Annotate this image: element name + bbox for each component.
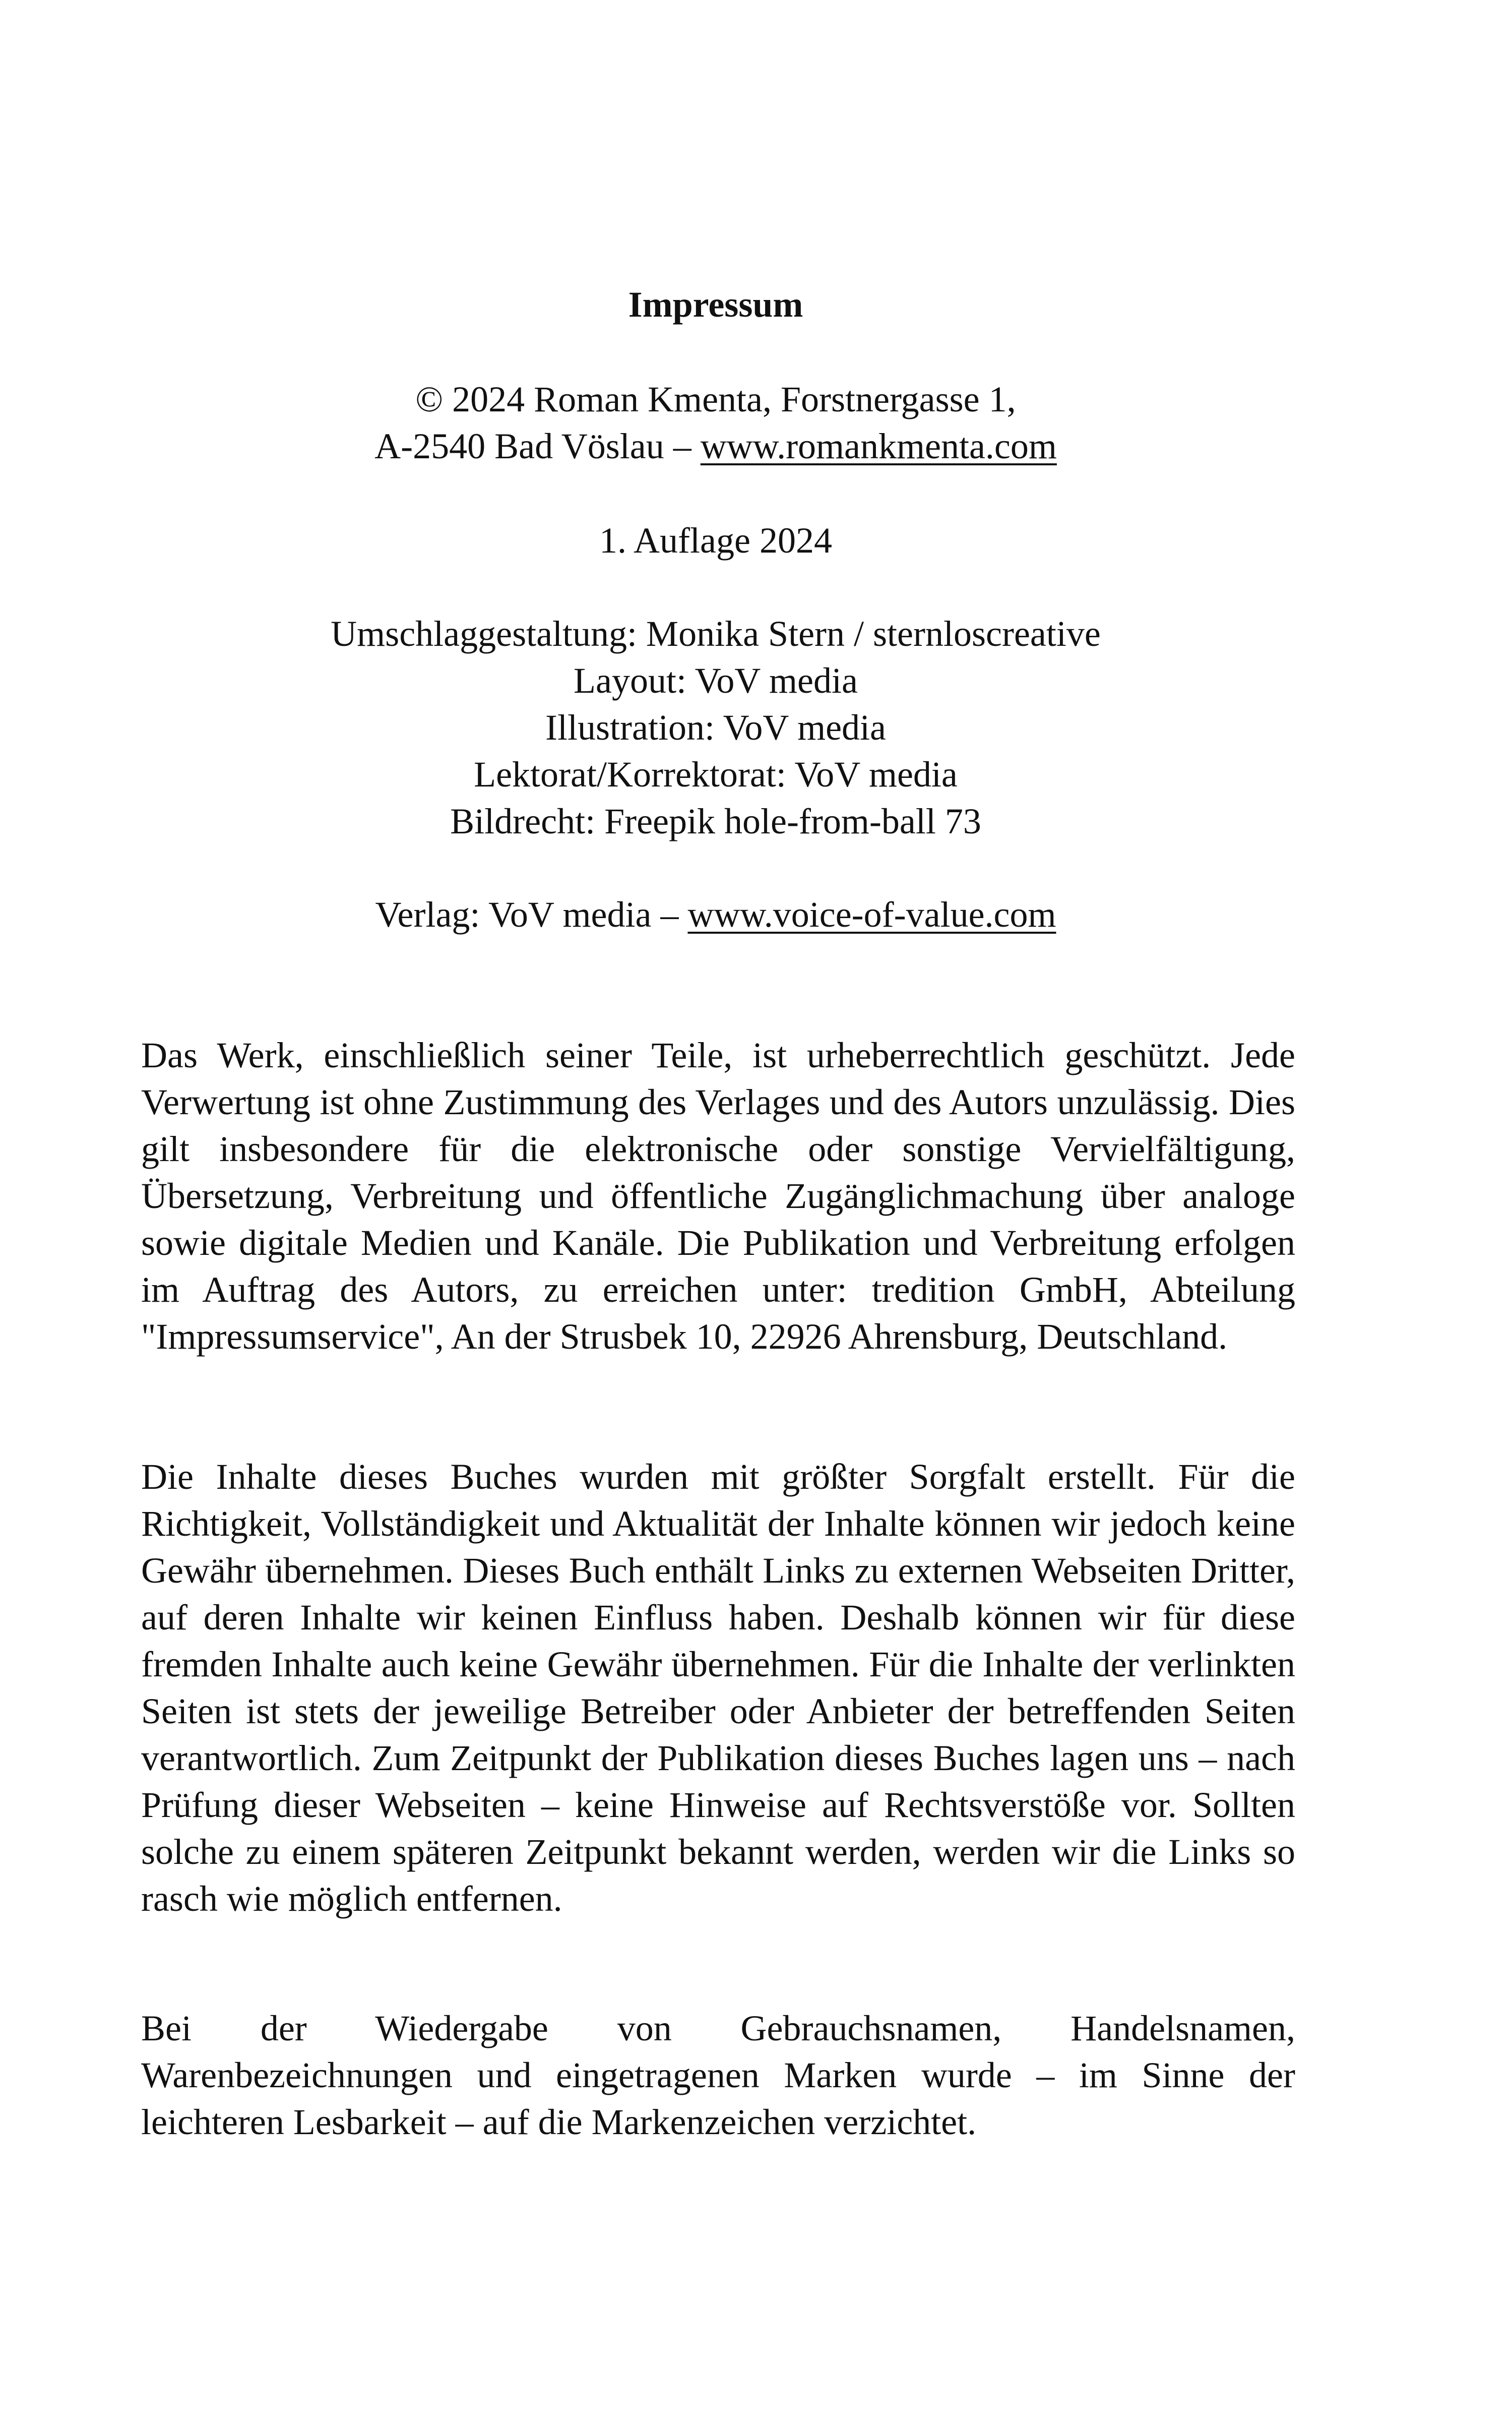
page-title: Impressum	[628, 284, 803, 325]
credit-editing: Lektorat/Korrektorat: VoV media	[474, 754, 958, 795]
trademark-notice-paragraph: Bei der Wiedergabe von Gebrauchsnamen, Handelsnamen, Warenbezeichnungen und eingetragenen Marken wurde – im Sinne der leichteren Lesbarkeit – auf die Markenzeichen verzichtet.	[141, 2008, 1295, 2142]
edition-line: 1. Auflage 2024	[599, 520, 832, 561]
publisher-website-link[interactable]: www.voice-of-value.com	[687, 894, 1056, 935]
copyright-notice-paragraph: Das Werk, einschließlich seiner Teile, ist urheberrechtlich geschützt. Jede Verwertung ist ohne Zustimmung des Verlages und des Autors unzulässig. Dies gilt insbesondere für die elektronische oder sonstige Vervielfältigung, Übersetzung, Verbreitung und öffentliche Zugänglichmachung über analoge sowie digitale Medien und Kanäle. Die Publikation und Verbreitung erfolgen im Auftrag des Autors, zu erreichen unter: tredition GmbH, Abteilung "Impressumservice", An der Strusbek 10, 22926 Ahrensburg, Deutschland.	[141, 1035, 1295, 1357]
publisher-text: Verlag: VoV media –	[375, 894, 688, 935]
address-text: A-2540 Bad Vöslau –	[374, 426, 701, 466]
credits-block	[0, 611, 1431, 845]
liability-disclaimer-paragraph: Die Inhalte dieses Buches wurden mit größter Sorgfalt erstellt. Für die Richtigkeit, Vollständigkeit und Aktualität der Inhalte können wir jedoch keine Gewähr übernehmen. Dieses Buch enthält Links zu externen Webseiten Dritter, auf deren Inhalte wir keinen Einfluss haben. Deshalb können wir für diese fremden Inhalte auch keine Gewähr übernehmen. Für die Inhalte der verlinkten Seiten ist stets der jeweilige Betreiber oder Anbieter der betreffenden Seiten verantwortlich. Zum Zeitpunkt der Publikation dieses Buches lagen uns – nach Prüfung dieser Webseiten – keine Hinweise auf Rechtsverstöße vor. Sollten solche zu einem späteren Zeitpunkt bekannt werden, werden wir die Links so rasch wie möglich entfernen.	[141, 1457, 1295, 1919]
credit-image-rights: Bildrecht: Freepik hole-from-ball 73	[450, 801, 981, 841]
address-line	[0, 423, 1431, 470]
copyright-line: © 2024 Roman Kmenta, Forstnergasse 1,	[415, 379, 1016, 419]
copyright-block	[0, 376, 1431, 470]
publisher-line	[0, 891, 1431, 938]
credit-cover-design: Umschlaggestaltung: Monika Stern / sternloscreative	[331, 614, 1101, 654]
author-website-link[interactable]: www.romankmenta.com	[700, 426, 1057, 466]
credit-layout: Layout: VoV media	[574, 660, 858, 701]
credit-illustration: Illustration: VoV media	[545, 707, 886, 748]
